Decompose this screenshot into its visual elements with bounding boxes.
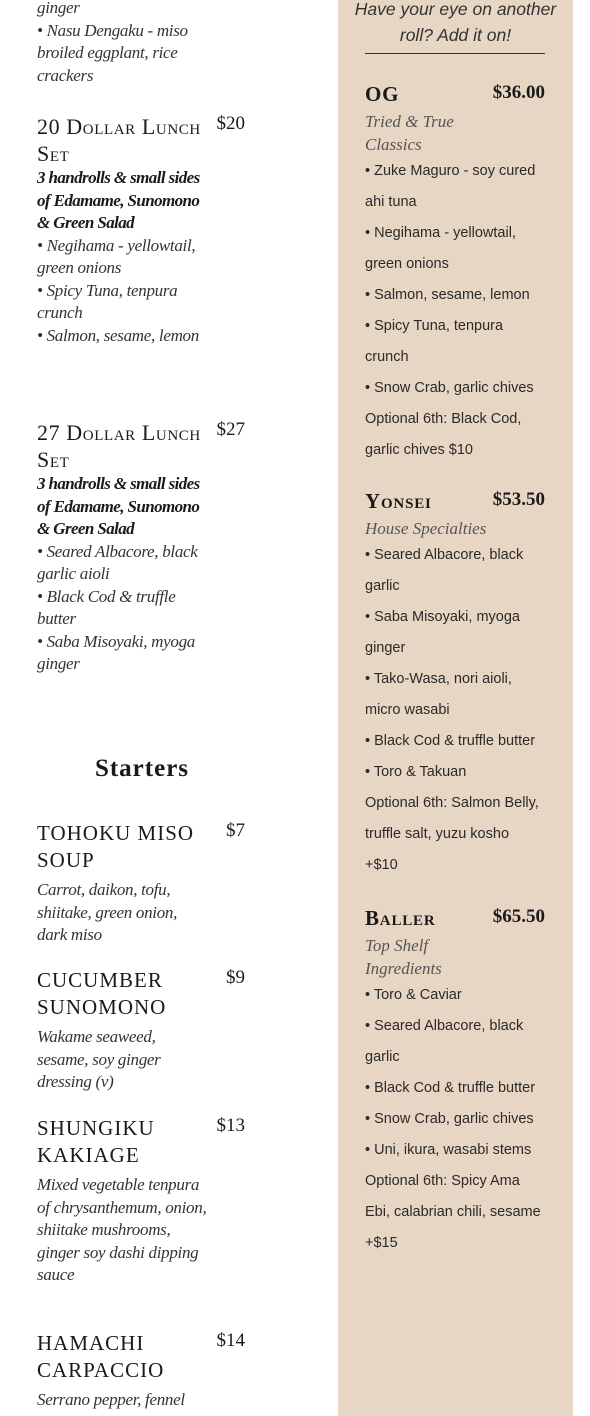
- divider: [365, 53, 545, 54]
- section-title-starters: Starters: [94, 755, 190, 782]
- item-subtitle: 3 handrolls & small sides of Edamame, Sunomono & Green Salad: [37, 168, 200, 232]
- item-name: 27 Dollar Lunch Set: [37, 420, 201, 472]
- optional-text: Spicy Ama Ebi, calabrian chili, sesame +$15: [365, 1173, 541, 1251]
- set-name: Baller: [365, 906, 436, 930]
- item-name: 20 Dollar Lunch Set: [37, 114, 201, 166]
- set-line: • Negihama - yellowtail, green onions: [365, 225, 516, 272]
- item-price: $14: [216, 1330, 245, 1351]
- set-line: • Uni, ikura, wasabi stems: [365, 1142, 532, 1158]
- set-line: • Seared Albacore, black garlic: [365, 1018, 524, 1065]
- starter-item: [37, 820, 249, 947]
- item-line: • Salmon, sesame, lemon: [37, 325, 199, 345]
- set-line: • Saba Misoyaki, myoga ginger: [365, 609, 520, 656]
- set-price: $36.00: [492, 82, 545, 103]
- item-name: SHUNGIKU KAKIAGE: [37, 1116, 155, 1167]
- set-name: OG: [365, 82, 400, 106]
- optional-text: Black Cod, garlic chives $10: [365, 411, 522, 458]
- set-line: • Zuke Maguro - soy cured ahi tuna: [365, 163, 536, 210]
- lunch-set-27: [37, 419, 249, 676]
- set-baller: [365, 906, 545, 1259]
- item-price: $9: [226, 967, 245, 988]
- item-price: $20: [216, 113, 245, 134]
- item-subtitle: 3 handrolls & small sides of Edamame, Sunomono & Green Salad: [37, 474, 200, 538]
- item-line: • Seared Albacore, black garlic aioli: [37, 541, 198, 583]
- set-price: $53.50: [492, 489, 545, 510]
- item-line: • Negihama - yellowtail, green onions: [37, 235, 196, 277]
- item-description: Wakame seaweed, sesame, soy ginger dressing (v): [37, 1027, 161, 1091]
- set-line: • Seared Albacore, black garlic: [365, 547, 524, 594]
- set-optional: [365, 1166, 545, 1259]
- set-line: • Black Cod & truffle butter: [365, 733, 536, 749]
- item-name: CUCUMBER SUNOMONO: [37, 968, 167, 1019]
- item-name: HAMACHI CARPACCIO: [37, 1331, 165, 1382]
- optional-label: Optional 6th:: [365, 411, 448, 427]
- set-line: • Spicy Tuna, tenpura crunch: [365, 318, 504, 365]
- set-name: Yonsei: [365, 489, 432, 513]
- set-line: • Toro & Caviar: [365, 987, 462, 1003]
- item-price: $7: [226, 820, 245, 841]
- sidebar-intro: Have your eye on another roll? Add it on!: [354, 0, 557, 45]
- set-subtitle: Top Shelf Ingredients: [365, 936, 442, 978]
- item-price: $13: [216, 1115, 245, 1136]
- item-line: • Spicy Tuna, tenpura crunch: [37, 280, 178, 322]
- optional-text: Salmon Belly, truffle salt, yuzu kosho +$10: [365, 795, 539, 873]
- item-line: • Nasu Dengaku - miso broiled eggplant, rice crackers: [37, 20, 188, 85]
- optional-label: Optional 6th:: [365, 795, 448, 811]
- item-description: Serrano pepper, fennel: [37, 1390, 185, 1409]
- set-yonsei: [365, 489, 545, 881]
- starter-item: [37, 1330, 249, 1412]
- item-line: • Black Cod & truffle butter: [37, 586, 176, 628]
- set-optional: [365, 404, 545, 466]
- set-line: • Tako-Wasa, nori aioli, micro wasabi: [365, 671, 512, 718]
- item-line: • Saba Misoyaki, myoga ginger: [37, 631, 195, 673]
- set-line: • Snow Crab, garlic chives: [365, 380, 534, 396]
- item-description: Carrot, daikon, tofu, shiitake, green onion, dark miso: [37, 880, 178, 944]
- starter-item: [37, 1115, 249, 1287]
- set-subtitle: House Specialties: [365, 519, 487, 538]
- set-og: [365, 82, 545, 466]
- set-price: $65.50: [492, 906, 545, 927]
- menu-item-fragment: [37, 0, 249, 87]
- lunch-set-20: [37, 113, 249, 347]
- set-optional: [365, 788, 545, 881]
- set-subtitle: Tried & True Classics: [365, 112, 454, 154]
- item-price: $27: [216, 419, 245, 440]
- starter-item: [37, 967, 249, 1094]
- set-line: • Black Cod & truffle butter: [365, 1080, 536, 1096]
- item-name: TOHOKU MISO SOUP: [37, 821, 195, 872]
- set-line: • Snow Crab, garlic chives: [365, 1111, 534, 1127]
- item-line: ginger: [37, 0, 80, 17]
- set-line: • Toro & Takuan: [365, 764, 467, 780]
- item-description: Mixed vegetable tenpura of chrysanthemum, onion, shiitake mushrooms, ginger soy dashi dipping sauce: [37, 1175, 207, 1284]
- optional-label: Optional 6th:: [365, 1173, 448, 1189]
- handroll-sets-sidebar: [338, 0, 573, 1416]
- set-line: • Salmon, sesame, lemon: [365, 287, 530, 303]
